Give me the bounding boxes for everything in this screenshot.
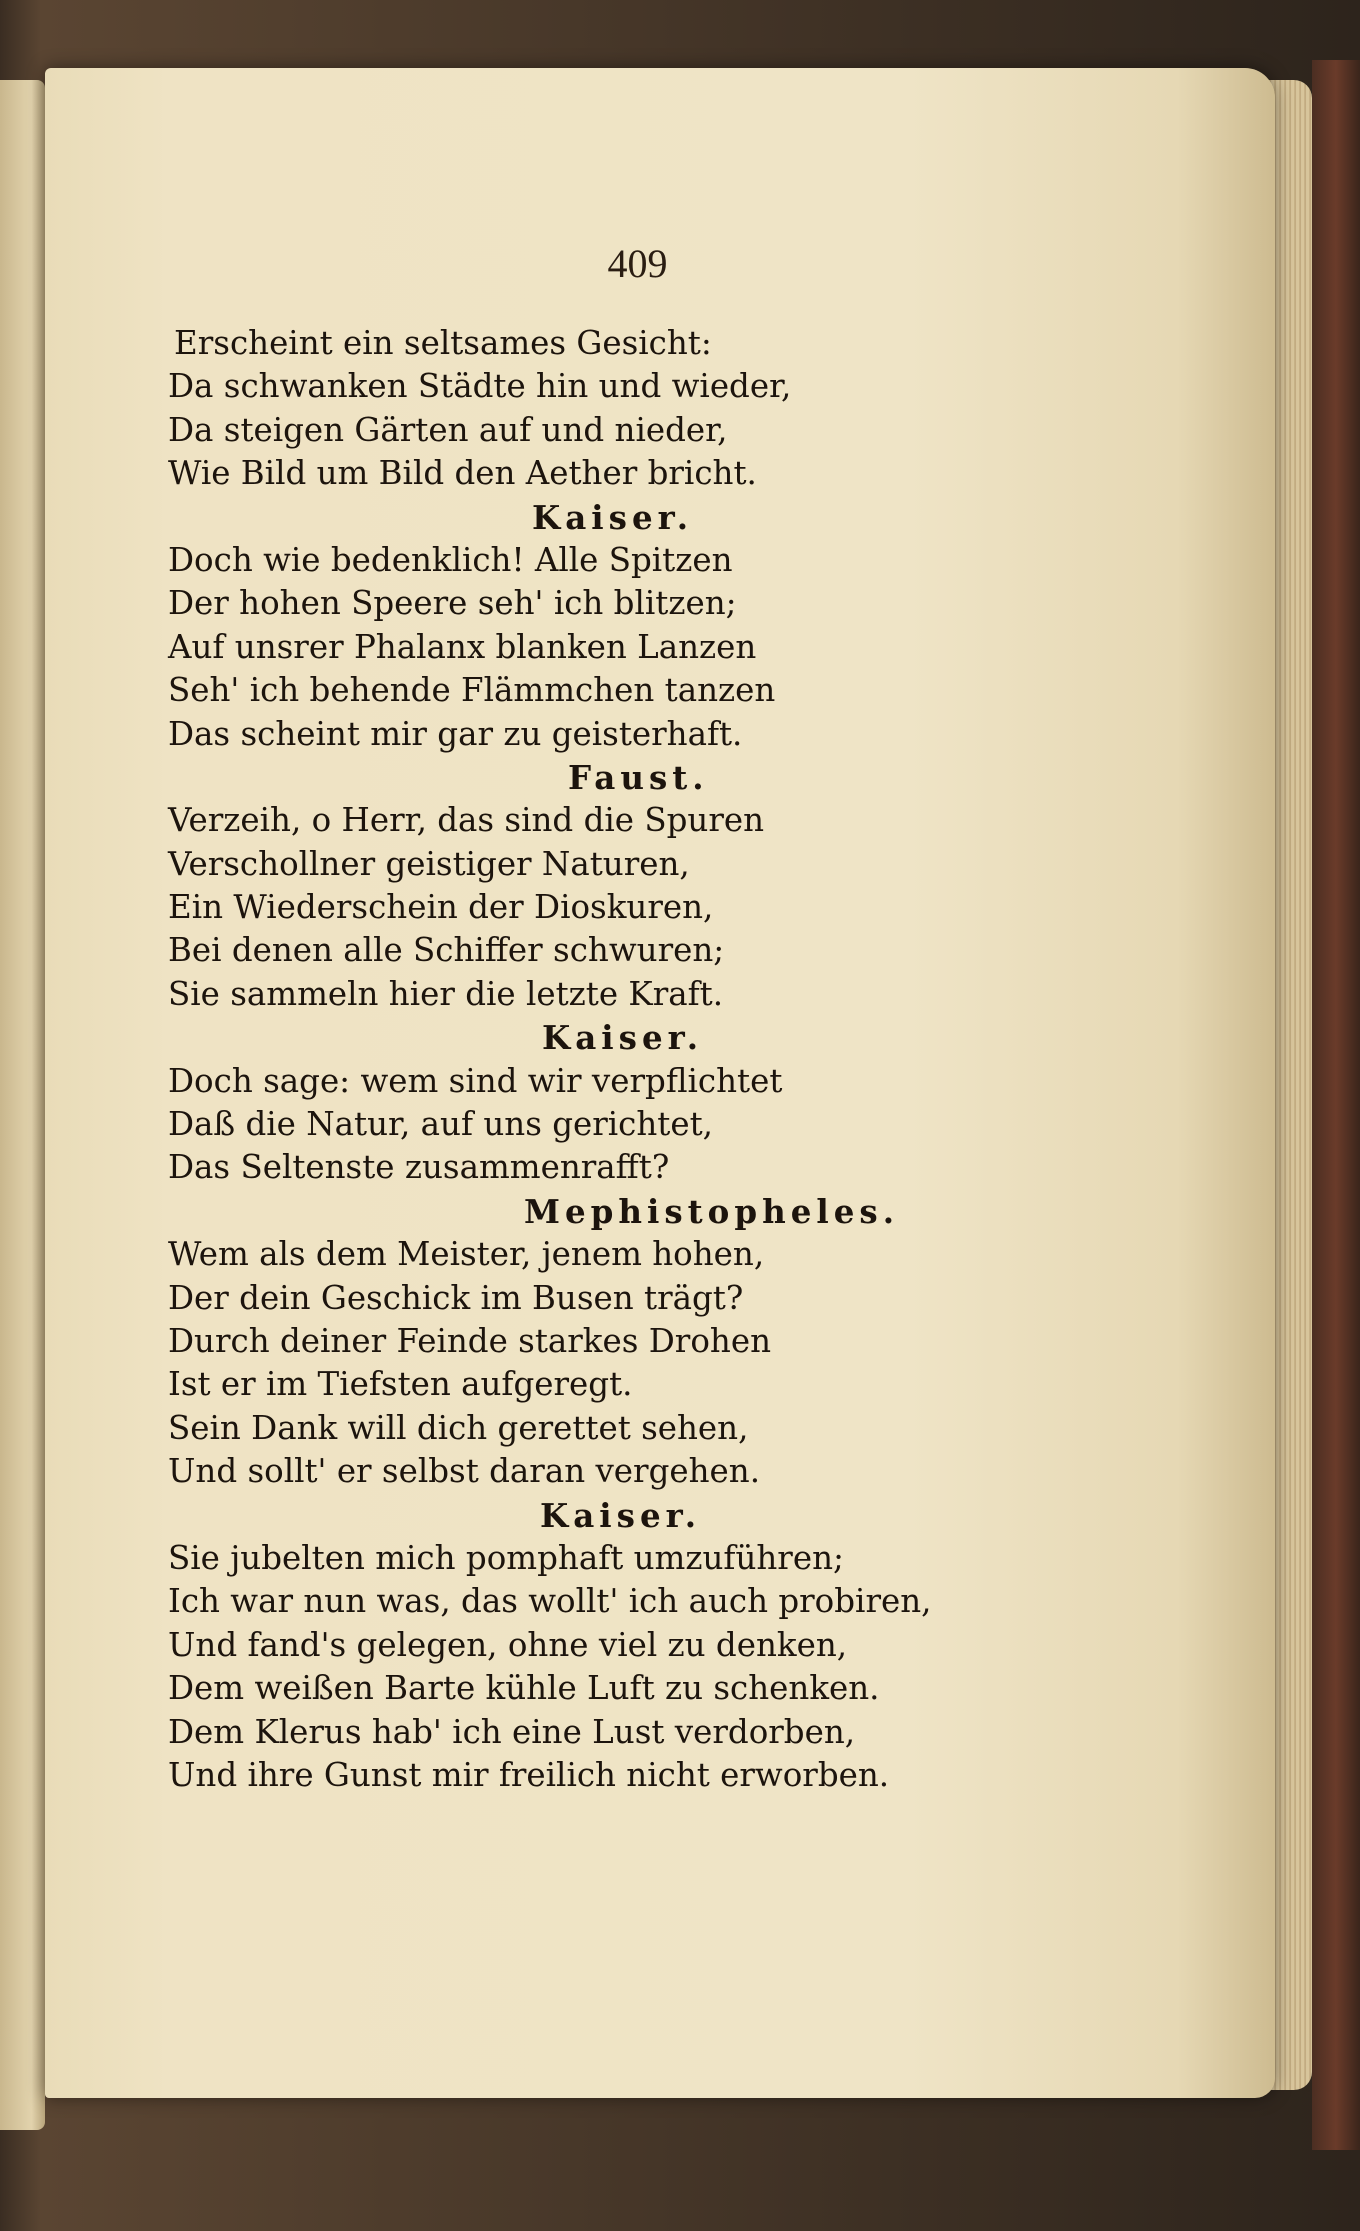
verse-line: Dem Klerus hab' ich eine Lust verdorben, bbox=[168, 1712, 856, 1751]
verse-line: Sein Dank will dich gerettet sehen, bbox=[168, 1408, 749, 1447]
verse-line: Da schwanken Städte hin und wieder, bbox=[168, 367, 792, 406]
verse-line: Ist er im Tiefsten aufgeregt. bbox=[168, 1365, 633, 1404]
book-cover-edge bbox=[1312, 60, 1360, 2150]
verse-line: Daß die Natur, auf uns gerichtet, bbox=[168, 1105, 713, 1144]
verse-line: Der dein Geschick im Busen trägt? bbox=[168, 1278, 744, 1317]
verse-line: Ein Wiederschein der Dioskuren, bbox=[168, 888, 714, 927]
verse-line: Verschollner geistiger Naturen, bbox=[168, 844, 690, 883]
verse-line: Erscheint ein seltsames Gesicht: bbox=[174, 324, 712, 362]
left-page-edge bbox=[0, 80, 45, 2130]
verse-line: Wie Bild um Bild den Aether bricht. bbox=[168, 454, 757, 493]
verse-line: Dem weißen Barte kühle Luft zu schenken. bbox=[168, 1669, 880, 1708]
page-number: 409 bbox=[607, 241, 668, 286]
verse-line: Doch wie bedenklich! Alle Spitzen bbox=[168, 540, 733, 579]
verse-line: Bei denen alle Schiffer schwuren; bbox=[168, 931, 725, 970]
verse-line: Sie sammeln hier die letzte Kraft. bbox=[168, 974, 724, 1013]
verse-line: Sie jubelten mich pomphaft umzuführen; bbox=[168, 1538, 844, 1577]
verse-line: Und sollt' er selbst daran vergehen. bbox=[168, 1452, 761, 1491]
speaker-heading: Faust. bbox=[568, 757, 709, 797]
verse-line: Der hohen Speere seh' ich blitzen; bbox=[168, 584, 737, 623]
speaker-heading: Kaiser. bbox=[540, 1495, 702, 1535]
verse-line: Verzeih, o Herr, das sind die Spuren bbox=[168, 801, 765, 840]
verse-line: Das Seltenste zusammenrafft? bbox=[168, 1148, 670, 1187]
verse-line: Und ihre Gunst mir freilich nicht erworben. bbox=[168, 1755, 890, 1794]
verse-line: Da steigen Gärten auf und nieder, bbox=[168, 410, 728, 449]
speaker-heading: Mephistopheles. bbox=[524, 1191, 900, 1231]
verse-line: Wem als dem Meister, jenem hohen, bbox=[168, 1235, 765, 1274]
speaker-heading: Kaiser. bbox=[532, 497, 694, 537]
verse-line: Auf unsrer Phalanx blanken Lanzen bbox=[168, 627, 757, 666]
verse-line: Durch deiner Feinde starkes Drohen bbox=[168, 1321, 771, 1360]
verse-line: Und fand's gelegen, ohne viel zu denken, bbox=[168, 1625, 848, 1664]
verse-text-block bbox=[168, 322, 1168, 1797]
verse-line: Doch sage: wem sind wir verpflichtet bbox=[168, 1061, 783, 1100]
verse-line: Ich war nun was, das wollt' ich auch probiren, bbox=[168, 1582, 932, 1621]
verse-line: Das scheint mir gar zu geisterhaft. bbox=[168, 714, 743, 753]
speaker-heading: Kaiser. bbox=[542, 1018, 704, 1058]
verse-line: Seh' ich behende Flämmchen tanzen bbox=[168, 671, 776, 710]
